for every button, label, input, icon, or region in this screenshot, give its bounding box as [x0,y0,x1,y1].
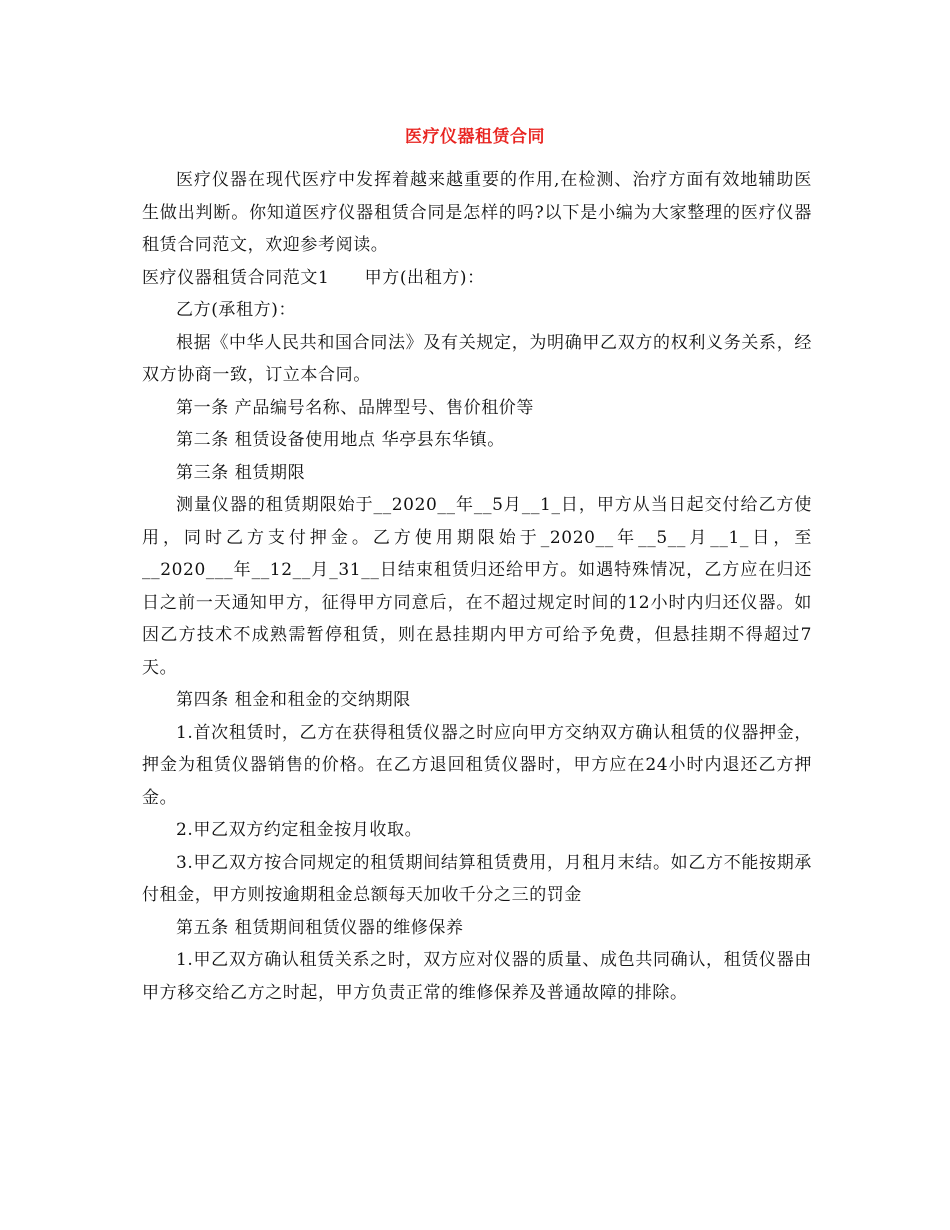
document-body [142,164,812,1009]
paragraph: 2.甲乙双方约定租金按月收取。 [176,820,423,840]
paragraph: 乙方(承租方)： [176,300,297,320]
article-heading: 第二条 租赁设备使用地点 华亭县东华镇。 [176,430,505,450]
article-heading: 第四条 租金和租金的交纳期限 [176,690,411,710]
paragraph: 根据《中华人民共和国合同法》及有关规定，为明确甲乙双方的权利义务关系，经双方协商一致，订立本合同。 [142,332,812,385]
document-title: 医疗仪器租赁合同 [405,127,545,147]
paragraph: 测量仪器的租赁期限始于__2020__年__5月__1_日，甲方从当日起交付给乙方使用，同时乙方支付押金。乙方使用期限始于_2020__年__5__月__1_日，至__2020___年__12__月_31__日结束租赁归还给甲方。如遇特殊情况，乙方应在归还日之前一天通知甲方，征得甲方同意后，在不超过规定时间的12小时内归还仪器。如因乙方技术不成熟需暂停租赁，则在悬挂期内甲方可给予免费，但悬挂期不得超过7天。 [142,495,812,678]
paragraph: 医疗仪器租赁合同范文1 甲方(出租方)： [142,267,485,288]
paragraph: 3.甲乙双方按合同规定的租赁期间结算租赁费用，月租月末结。如乙方不能按期承付租金，甲方则按逾期租金总额每天加收千分之三的罚金 [142,852,812,905]
article-heading: 第一条 产品编号名称、品牌型号、售价租价等 [176,397,535,418]
paragraph: 医疗仪器在现代医疗中发挥着越来越重要的作用,在检测、治疗方面有效地辅助医生做出判断。你知道医疗仪器租赁合同是怎样的吗?以下是小编为大家整理的医疗仪器租赁合同范文，欢迎参考阅读。 [142,170,812,255]
paragraph: 1.首次租赁时，乙方在获得租赁仪器之时应向甲方交纳双方确认租赁的仪器押金，押金为租赁仪器销售的价格。在乙方退回租赁仪器时，甲方应在24小时内退还乙方押金。 [142,722,812,808]
paragraph: 1.甲乙双方确认租赁关系之时，双方应对仪器的质量、成色共同确认，租赁仪器由甲方移交给乙方之时起，甲方负责正常的维修保养及普通故障的排除。 [142,950,812,1003]
article-heading: 第五条 租赁期间租赁仪器的维修保养 [176,917,464,938]
article-heading: 第三条 租赁期限 [176,462,306,483]
